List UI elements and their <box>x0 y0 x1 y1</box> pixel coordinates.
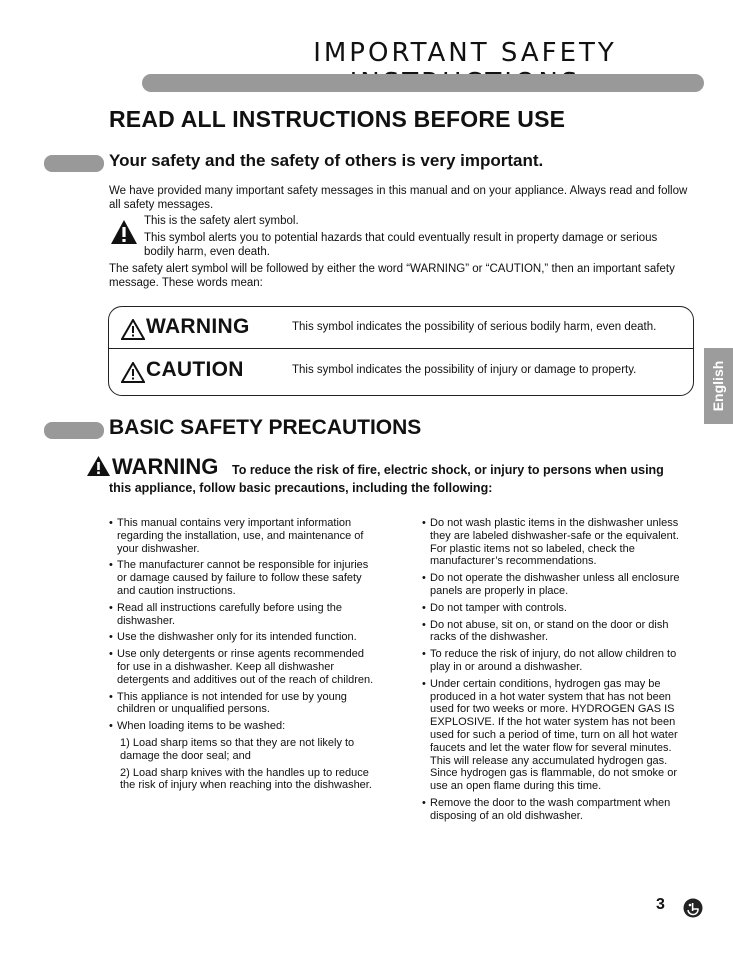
caution-triangle-icon <box>121 362 145 383</box>
section-pill-marker <box>44 422 104 439</box>
list-item: • The manufacturer cannot be responsible for injuries or damage caused by failure to follow these safety and caution instructions. <box>109 559 377 597</box>
page-number: 3 <box>656 896 665 913</box>
list-item: • When loading items to be washed: <box>109 720 377 733</box>
language-tab <box>704 348 733 424</box>
header-bar <box>142 74 704 92</box>
read-all-heading: READ ALL INSTRUCTIONS BEFORE USE <box>109 106 566 132</box>
warning-signal-word: WARNING <box>146 315 250 338</box>
lg-logo-icon <box>683 898 703 918</box>
warning-heading-word: WARNING <box>112 454 219 479</box>
list-item: • Do not wash plastic items in the dishwasher unless they are labeled dishwasher-safe or the equivalent. For plastic items not so labeled, check the manufacturer’s recommendations. <box>422 517 694 568</box>
caution-signal-description: This symbol indicates the possibility of injury or damage to property. <box>292 364 637 376</box>
list-item: • Do not abuse, sit on, or stand on the door or dish racks of the dishwasher. <box>422 619 694 645</box>
list-item: • Read all instructions carefully before using the dishwasher. <box>109 602 377 628</box>
warning-signal-description: This symbol indicates the possibility of serious bodily harm, even death. <box>292 321 657 333</box>
warning-triangle-icon <box>121 319 145 340</box>
warning-statement-line2: this appliance, follow basic precautions, including the following: <box>109 481 493 495</box>
list-item: • This manual contains very important information regarding the installation, use, and maintenance of your dishwasher. <box>109 517 377 555</box>
warning-alert-icon <box>86 455 111 477</box>
section-pill-marker <box>44 155 104 172</box>
precautions-list-left <box>109 517 377 796</box>
warning-statement-line1: To reduce the risk of fire, electric shock, or injury to persons when using <box>232 463 664 477</box>
list-subitem: 2) Load sharp knives with the handles up to reduce the risk of injury when reaching into the dishwasher. <box>120 766 372 792</box>
safety-subtitle: Your safety and the safety of others is very important. <box>109 151 544 170</box>
caution-signal-word: CAUTION <box>146 358 244 381</box>
precautions-list-right <box>422 517 694 827</box>
list-item: • Do not operate the dishwasher unless all enclosure panels are properly in place. <box>422 572 694 598</box>
signal-word-explanation: The safety alert symbol will be followed by either the word “WARNING” or “CAUTION,” then an important safety message. These words mean: <box>109 263 675 289</box>
list-item: • Use the dishwasher only for its intended function. <box>109 631 377 644</box>
page-header-title: IMPORTANT SAFETY <box>313 38 617 68</box>
safety-alert-icon <box>110 219 138 245</box>
signal-box-divider <box>108 348 694 349</box>
list-item: • Use only detergents or rinse agents recommended for use in a dishwasher. Keep all dishwasher detergents and additives out of the reach of children. <box>109 648 377 686</box>
list-item: • Under certain conditions, hydrogen gas may be produced in a hot water system that has not been used for two weeks or more. HYDROGEN GAS IS EXPLOSIVE. If the hot water system has not been used for such a period of time, turn on all hot water faucets and let the water flow for several minutes. This will release any accumulated hydrogen gas. Since hydrogen gas is flammable, do not smoke or use an open flame during this time. <box>422 678 694 793</box>
list-subitem: 1) Load sharp items so that they are not likely to damage the door seal; and <box>120 736 355 762</box>
list-item: • Do not tamper with controls. <box>422 602 694 615</box>
list-item: • This appliance is not intended for use by young children or unqualified persons. <box>109 691 377 717</box>
alert-symbol-description: This symbol alerts you to potential hazards that could eventually result in property damage or serious bodily harm, even death. <box>144 232 658 258</box>
list-item: • Remove the door to the wash compartment when disposing of an old dishwasher. <box>422 797 694 823</box>
alert-symbol-text: This is the safety alert symbol. <box>144 215 299 227</box>
basic-precautions-heading: BASIC SAFETY PRECAUTIONS <box>109 416 422 439</box>
language-tab-label: English <box>710 360 726 412</box>
list-item: • To reduce the risk of injury, do not allow children to play in or around a dishwasher. <box>422 648 694 674</box>
intro-paragraph: We have provided many important safety messages in this manual and on your appliance. Always read and follow all safety messages. <box>109 185 688 211</box>
